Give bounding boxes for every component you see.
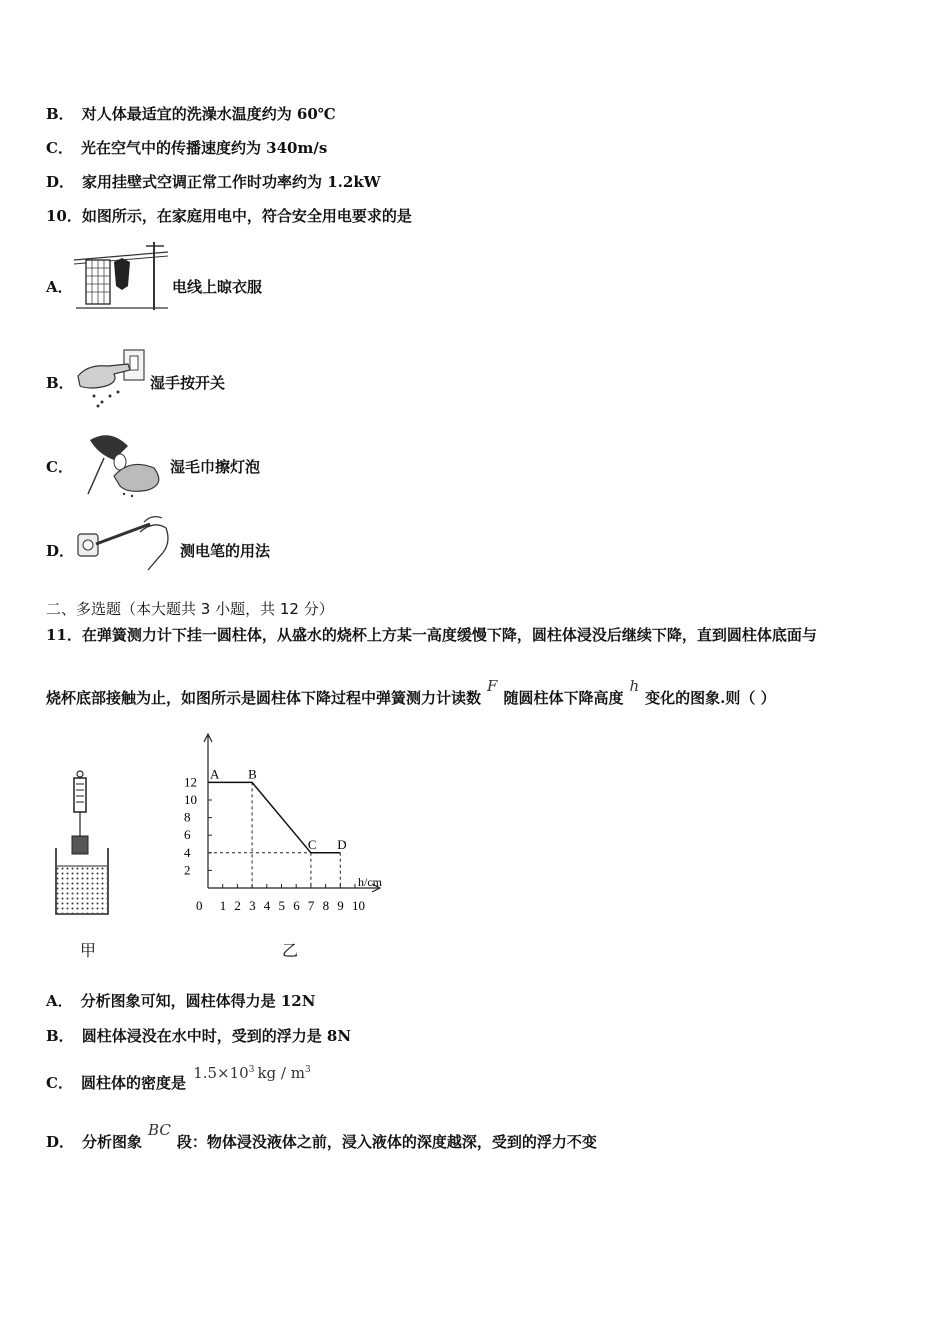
q11-option-a: A． 分析图象可知，圆柱体得力是 12N — [46, 992, 316, 1010]
q10-option-a-label: A． — [46, 278, 73, 296]
point-label-b: B — [248, 766, 257, 782]
y-tick-label: 10 — [184, 792, 197, 807]
y-tick-label: 12 — [184, 774, 197, 790]
q10-stem: 10．如图所示，在家庭用电中，符合安全用电要求的是 — [46, 207, 412, 225]
q9-option-c: C． 光在空气中的传播速度约为 340m/s — [46, 139, 328, 157]
x-tick-label: 6 — [293, 898, 300, 913]
x-tick-label: 7 — [307, 898, 315, 913]
spring-scale-beaker-figure — [50, 766, 114, 920]
q11-option-d: D． 分析图象BC段：物体浸没液体之前，浸入液体的深度越深，受到的浮力不变 — [46, 1121, 597, 1151]
q11-stem-line2: 烧杯底部接触为止，如图所示是圆柱体下降过程中弹簧测力计读数F随圆柱体下降高度h变化的图象.则（ ） — [46, 677, 776, 707]
x-tick-label: 3 — [249, 898, 256, 913]
point-label-a: A — [210, 766, 220, 782]
x-tick-label: 10 — [352, 898, 365, 913]
q10-option-d-text: 测电笔的用法 — [180, 542, 271, 560]
series-line — [208, 782, 340, 852]
x-tick-label: 2 — [234, 898, 241, 913]
q9-option-b: B． 对人体最适宜的洗澡水温度约为 60℃ — [46, 105, 336, 123]
wet-hand-switch-icon — [74, 346, 150, 410]
q10-option-c-label: C． — [46, 458, 73, 476]
q10-option-a-text: 电线上晾衣服 — [172, 278, 263, 296]
x-tick-label: 8 — [322, 898, 330, 913]
section-heading: 二、多选题（本大题共 3 小题，共 12 分） — [46, 600, 334, 618]
q10-option-d-label: D． — [46, 542, 75, 560]
figure-label-yi: 乙 — [282, 941, 299, 960]
test-pen-icon — [74, 510, 174, 572]
y-tick-label: 4 — [184, 844, 191, 860]
q10-option-b-label: B． — [46, 374, 74, 392]
point-label-d: D — [337, 836, 347, 852]
density-expression: $1.5\times 10^3$ kg / $m^3$ — [193, 1064, 311, 1082]
clothes-on-wire-icon — [72, 238, 172, 314]
var-f: F — [487, 677, 498, 695]
wet-towel-bulb-icon — [70, 428, 170, 498]
q11-option-b: B． 圆柱体浸没在水中时，受到的浮力是 8N — [46, 1027, 352, 1045]
x-tick-label: 1 — [219, 898, 227, 913]
x-tick-label: 0 — [196, 898, 203, 913]
q11-option-c: C． 圆柱体的密度是 $1.5\times 10^3$ kg / $m^3$ — [46, 1064, 311, 1092]
f-h-chart — [178, 730, 398, 920]
segment-bc: BC — [148, 1121, 171, 1139]
x-tick-label: 5 — [278, 898, 285, 913]
figure-label-jia: 甲 — [80, 941, 97, 960]
y-tick-label: 8 — [184, 809, 191, 825]
var-h: h — [629, 677, 640, 695]
x-tick-label: 4 — [263, 898, 271, 913]
x-axis-label: h/cm — [358, 875, 382, 889]
q11-stem-line1: 11．在弹簧测力计下挂一圆柱体，从盛水的烧杯上方某一高度缓慢下降，圆柱体浸没后继续下降，直到圆柱体底面与 — [46, 626, 817, 644]
q10-option-c-text: 湿毛巾擦灯泡 — [170, 458, 261, 476]
q9-option-d: D． 家用挂壁式空调正常工作时功率约为 1.2kW — [46, 173, 381, 191]
x-tick-label: 9 — [337, 898, 344, 913]
q10-option-b-text: 湿手按开关 — [150, 374, 226, 392]
y-tick-label: 6 — [184, 827, 191, 843]
point-label-c: C — [307, 836, 317, 852]
y-tick-label: 2 — [184, 862, 191, 878]
